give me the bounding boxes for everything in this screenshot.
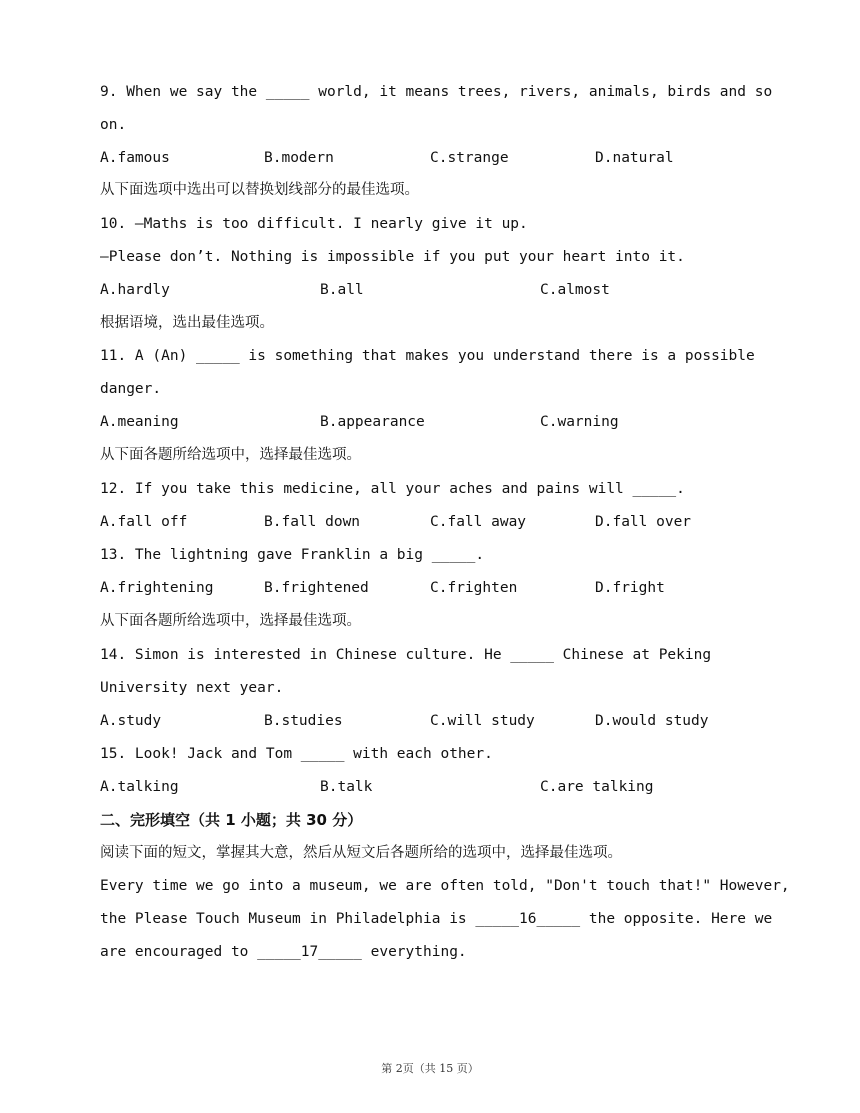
q15-option-b: B.talk xyxy=(320,779,373,795)
q9-option-d: D.natural xyxy=(595,150,674,166)
q9-option-c: C.strange xyxy=(430,150,509,166)
q13-option-a: A.frightening xyxy=(100,580,214,596)
q14-option-b: B.studies xyxy=(264,713,343,729)
q10-option-a: A.hardly xyxy=(100,282,170,298)
q12-option-b: B.fall down xyxy=(264,514,361,530)
q14-option-d: D.would study xyxy=(595,713,709,729)
q13-option-c: C.frighten xyxy=(430,580,518,596)
question-14-line-1: 14. Simon is interested in Chinese culture. He _____ Chinese at Peking xyxy=(100,647,712,663)
q13-option-b: B.frightened xyxy=(264,580,369,596)
q13-option-d: D.fright xyxy=(595,580,665,596)
instruction-context: 根据语境，选出最佳选项。 xyxy=(100,315,274,331)
question-15: 15. Look! Jack and Tom _____ with each other. xyxy=(100,746,493,762)
q12-option-c: C.fall away xyxy=(430,514,527,530)
question-13: 13. The lightning gave Franklin a big _____. xyxy=(100,547,485,563)
instruction-choose-1: 从下面各题所给选项中，选择最佳选项。 xyxy=(100,447,361,463)
question-11-line-2: danger. xyxy=(100,381,162,397)
q11-option-a: A.meaning xyxy=(100,414,179,430)
q11-option-c: C.warning xyxy=(540,414,619,430)
question-14-line-2: University next year. xyxy=(100,680,284,696)
question-9-line-2: on. xyxy=(100,117,127,133)
instruction-choose-2: 从下面各题所给选项中，选择最佳选项。 xyxy=(100,613,361,629)
q14-option-a: A.study xyxy=(100,713,162,729)
q10-option-b: B.all xyxy=(320,282,364,298)
question-9-line-1: 9. When we say the _____ world, it means trees, rivers, animals, birds and so xyxy=(100,84,773,100)
q12-option-d: D.fall over xyxy=(595,514,692,530)
q14-option-c: C.will study xyxy=(430,713,535,729)
question-10-line-1: 10. —Maths is too difficult. I nearly give it up. xyxy=(100,216,528,232)
q10-option-c: C.almost xyxy=(540,282,610,298)
q12-option-a: A.fall off xyxy=(100,514,188,530)
q9-option-b: B.modern xyxy=(264,150,334,166)
question-10-line-2: —Please don’t. Nothing is impossible if you put your heart into it. xyxy=(100,249,685,265)
question-11-line-1: 11. A (An) _____ is something that makes you understand there is a possible xyxy=(100,348,755,364)
instruction-cloze: 阅读下面的短文，掌握其大意，然后从短文后各题所给的选项中，选择最佳选项。 xyxy=(100,845,622,861)
passage-line-2: the Please Touch Museum in Philadelphia is _____16_____ the opposite. Here we xyxy=(100,911,773,927)
instruction-replace: 从下面选项中选出可以替换划线部分的最佳选项。 xyxy=(100,182,419,198)
q15-option-c: C.are talking xyxy=(540,779,654,795)
passage-line-3: are encouraged to _____17_____ everything. xyxy=(100,944,467,960)
question-12: 12. If you take this medicine, all your aches and pains will _____. xyxy=(100,481,685,497)
q9-option-a: A.famous xyxy=(100,150,170,166)
passage-line-1: Every time we go into a museum, we are often told, "Don't touch that!" However, xyxy=(100,878,790,894)
section-heading-cloze: 二、完形填空（共 1 小题；共 30 分） xyxy=(100,811,363,829)
q15-option-a: A.talking xyxy=(100,779,179,795)
page-footer: 第 2页（共 15 页） xyxy=(381,1062,479,1075)
q11-option-b: B.appearance xyxy=(320,414,425,430)
